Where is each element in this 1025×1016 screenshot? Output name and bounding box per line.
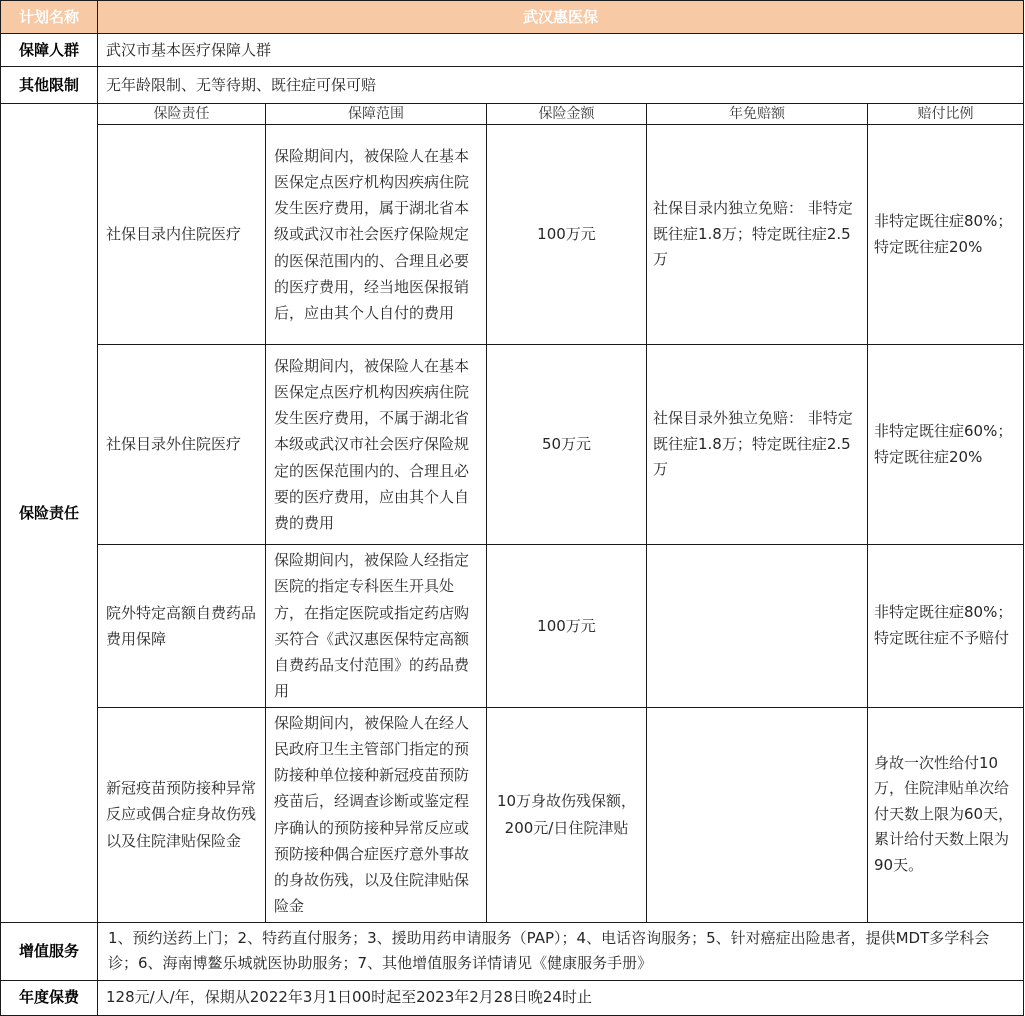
amount-cell: 100万元 bbox=[487, 545, 647, 708]
amount-cell: 100万元 bbox=[487, 125, 647, 345]
duty-cell: 社保目录外住院医疗 bbox=[98, 345, 266, 545]
scope-cell: 保险期间内，被保险人在经人民政府卫生主管部门指定的预防接种单位接种新冠疫苗预防疫苗后，经调查诊断或鉴定程序确认的预防接种异常反应或预防接种偶合症医疗意外事故的身故伤残，以及住院津贴保险金 bbox=[266, 707, 487, 922]
column-header-deductible: 年免赔额 bbox=[647, 104, 868, 125]
amount-cell: 50万元 bbox=[487, 345, 647, 545]
deductible-cell bbox=[647, 545, 868, 708]
liability-row-special-drugs bbox=[1, 545, 1024, 708]
liability-row-in-catalog bbox=[1, 125, 1024, 345]
scope-cell: 保险期间内，被保险人在基本医保定点医疗机构因疾病住院发生医疗费用，不属于湖北省本级或武汉市社会医疗保险规定的医保范围内的、合理且必要的医疗费用，应由其个人自费的费用 bbox=[266, 345, 487, 545]
deductible-cell bbox=[647, 707, 868, 922]
ratio-cell: 非特定既往症60%；特定既往症20% bbox=[868, 345, 1024, 545]
other-limits-value: 无年龄限制、无等待期、既往症可保可赔 bbox=[98, 67, 1024, 104]
premium-value: 128元/人/年，保期从2022年3月1日00时起至2023年2月28日晚24时止 bbox=[98, 980, 1024, 1015]
deductible-cell: 社保目录内独立免赔： 非特定既往症1.8万；特定既往症2.5万 bbox=[647, 125, 868, 345]
services-row bbox=[1, 922, 1024, 980]
scope-cell: 保险期间内，被保险人经指定医院的指定专科医生开具处方，在指定医院或指定药店购买符合《武汉惠医保特定高额自费药品支付范围》的药品费用 bbox=[266, 545, 487, 708]
ratio-cell: 身故一次性给付10万，住院津贴单次给付天数上限为60天，累计给付天数上限为90天。 bbox=[868, 707, 1024, 922]
other-limits-row bbox=[1, 67, 1024, 104]
services-label: 增值服务 bbox=[1, 922, 98, 980]
premium-row bbox=[1, 980, 1024, 1015]
liability-row-out-catalog bbox=[1, 345, 1024, 545]
ratio-cell: 非特定既往症80%；特定既往症20% bbox=[868, 125, 1024, 345]
duty-cell: 院外特定高额自费药品费用保障 bbox=[98, 545, 266, 708]
column-header-ratio: 赔付比例 bbox=[868, 104, 1024, 125]
other-limits-label: 其他限制 bbox=[1, 67, 98, 104]
ratio-cell: 非特定既往症80%；特定既往症不予赔付 bbox=[868, 545, 1024, 708]
plan-name-label: 计划名称 bbox=[1, 1, 98, 34]
column-header-amount: 保险金额 bbox=[487, 104, 647, 125]
column-header-scope: 保障范围 bbox=[266, 104, 487, 125]
duty-cell: 新冠疫苗预防接种异常反应或偶合症身故伤残以及住院津贴保险金 bbox=[98, 707, 266, 922]
liability-subheader-row bbox=[1, 104, 1024, 125]
amount-cell: 10万身故伤残保额，200元/日住院津贴 bbox=[487, 707, 647, 922]
liability-row-vaccine bbox=[1, 707, 1024, 922]
duty-cell: 社保目录内住院医疗 bbox=[98, 125, 266, 345]
liability-section-label: 保险责任 bbox=[1, 104, 98, 923]
scope-cell: 保险期间内，被保险人在基本医保定点医疗机构因疾病住院发生医疗费用，属于湖北省本级或武汉市社会医疗保险规定的医保范围内的、合理且必要的医疗费用，经当地医保报销后，应由其个人自付的费用 bbox=[266, 125, 487, 345]
premium-label: 年度保费 bbox=[1, 980, 98, 1015]
covered-group-value: 武汉市基本医疗保障人群 bbox=[98, 34, 1024, 67]
column-header-duty: 保险责任 bbox=[98, 104, 266, 125]
services-value: 1、预约送药上门；2、特药直付服务；3、援助用药申请服务（PAP）；4、电话咨询服务；5、针对癌症出险患者，提供MDT多学科会诊；6、海南博鳌乐城就医协助服务；7、其他增值服务详情请见《健康服务手册》 bbox=[98, 922, 1024, 980]
plan-name-value: 武汉惠医保 bbox=[98, 1, 1024, 34]
covered-group-label: 保障人群 bbox=[1, 34, 98, 67]
deductible-cell: 社保目录外独立免赔： 非特定既往症1.8万；特定既往症2.5万 bbox=[647, 345, 868, 545]
plan-header-row bbox=[1, 1, 1024, 34]
covered-group-row bbox=[1, 34, 1024, 67]
